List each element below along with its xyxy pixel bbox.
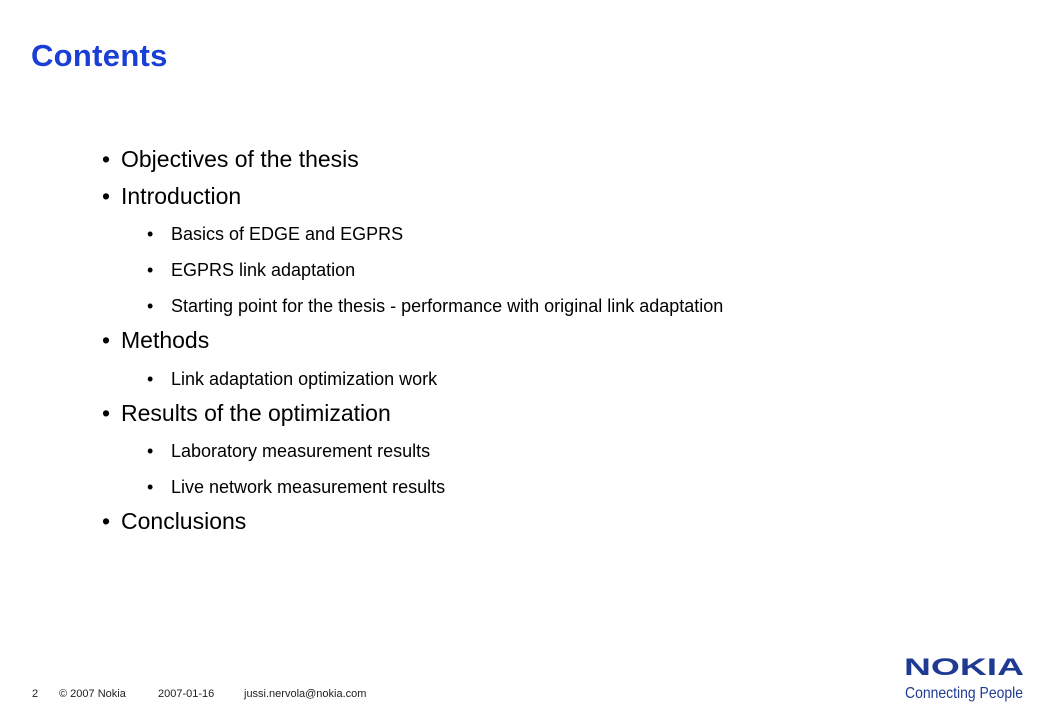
date: 2007-01-16 — [158, 688, 215, 700]
list-item — [100, 180, 1000, 217]
bullet-icon: • — [147, 260, 154, 280]
sub-list-item — [100, 361, 1000, 397]
bullet-icon: • — [102, 182, 111, 209]
list-item-text: Conclusions — [121, 508, 247, 534]
bullet-icon: • — [102, 508, 111, 534]
slide-title: Contents — [31, 38, 168, 73]
bullet-icon: • — [147, 296, 154, 316]
nokia-logo — [904, 654, 1026, 704]
sub-list-item-text: Laboratory measurement results — [171, 441, 431, 461]
page-number: 2 — [32, 688, 39, 700]
list-item — [100, 505, 1000, 542]
list-item-text: Results of the optimization — [121, 399, 391, 426]
sub-list-item — [100, 469, 1000, 505]
bullet-icon: • — [147, 477, 154, 497]
sub-list-item — [100, 433, 1000, 469]
list-item-text: Methods — [121, 327, 210, 353]
sub-list-item-text: Starting point for the thesis - performance with original link adaptation — [171, 296, 724, 316]
logo-wordmark: NOKIA — [904, 654, 1024, 681]
sub-list-item — [100, 216, 1000, 252]
list-item — [100, 143, 1000, 180]
logo-tagline: Connecting People — [905, 685, 1024, 702]
sub-list-item — [100, 288, 1000, 324]
bullet-icon: • — [102, 399, 111, 426]
bullet-icon: • — [147, 441, 154, 461]
bullet-icon: • — [147, 368, 154, 389]
sub-list-item-text: Basics of EDGE and EGPRS — [171, 224, 404, 244]
list-item-text: Objectives of the thesis — [121, 146, 359, 172]
list-item — [100, 397, 1000, 434]
bullet-icon: • — [147, 224, 154, 244]
bullet-icon: • — [102, 327, 111, 353]
sub-list-item — [100, 252, 1000, 288]
list-item-text: Introduction — [121, 182, 242, 209]
sub-list-item-text: EGPRS link adaptation — [171, 260, 356, 280]
author-email: jussi.nervola@nokia.com — [244, 688, 367, 700]
sub-list-item-text: Live network measurement results — [171, 477, 446, 497]
sub-list-item-text: Link adaptation optimization work — [171, 368, 438, 389]
copyright: © 2007 Nokia — [59, 688, 126, 700]
contents-list — [100, 143, 1000, 542]
list-item — [100, 324, 1000, 361]
bullet-icon: • — [102, 146, 111, 172]
